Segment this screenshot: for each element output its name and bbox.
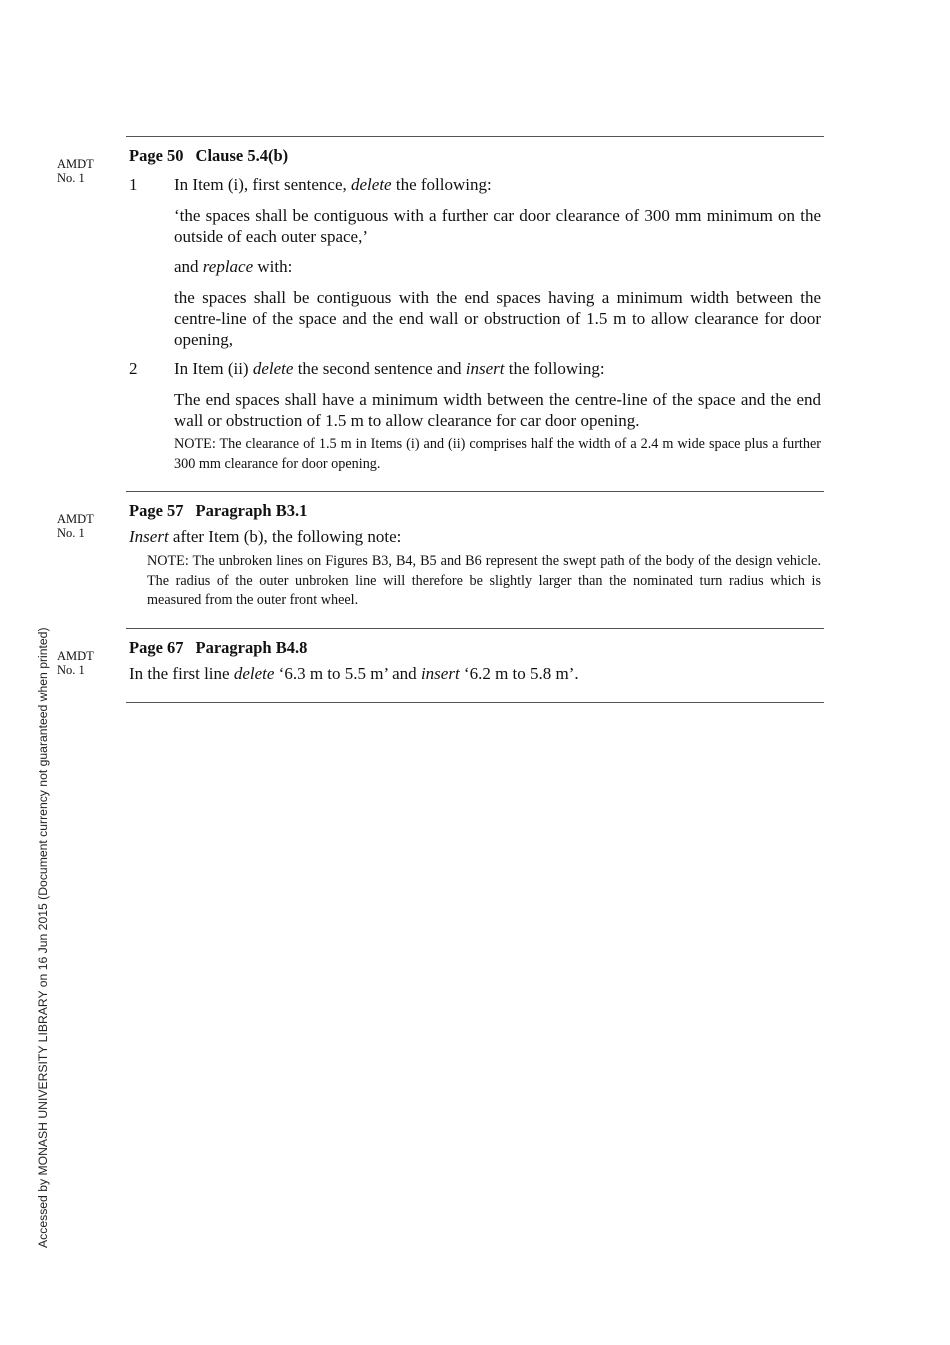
instruction-text: and xyxy=(174,257,203,276)
section-divider xyxy=(126,491,824,492)
amdt-label: AMDT xyxy=(57,157,94,171)
access-watermark: Accessed by MONASH UNIVERSITY LIBRARY on 16 Jun 2015 (Document currency not guaranteed when printed) xyxy=(36,627,50,1248)
quoted-text: ‘the spaces shall be contiguous with a further car door clearance of 300 mm minimum on the outside of each outer space,’ xyxy=(174,206,821,246)
instruction xyxy=(129,664,579,684)
instruction xyxy=(174,359,605,379)
instruction-text: In Item (i), first sentence, xyxy=(174,175,352,194)
instruction xyxy=(174,175,492,195)
instruction-text: the following: xyxy=(391,175,492,194)
instruction-verb: delete xyxy=(233,664,275,683)
paragraph-ref: Paragraph B4.8 xyxy=(195,638,308,657)
item-number: 2 xyxy=(129,359,138,378)
instruction-text: In Item (ii) xyxy=(174,359,253,378)
amendment-heading xyxy=(129,146,288,166)
section-divider xyxy=(126,136,824,137)
section-divider xyxy=(126,628,824,629)
note-text: NOTE: The clearance of 1.5 m in Items (i) and (ii) comprises half the width of a 2.4 m wide space plus a further 300 mm clearance for door opening. xyxy=(174,436,821,472)
instruction-verb: Insert xyxy=(129,527,169,546)
instruction-text: In the first line xyxy=(129,664,234,683)
instruction-text: ‘6.2 m to 5.8 m’. xyxy=(459,664,579,683)
note-text: NOTE: The unbroken lines on Figures B3, B4, B5 and B6 represent the swept path of the body of the design vehicle. The radius of the outer unbroken line will therefore be slightly larger than the nominated turn radius which is measured from the outer front wheel. xyxy=(147,553,821,608)
instruction-text: after Item (b), the following note: xyxy=(168,527,402,546)
amdt-marker xyxy=(57,157,94,185)
page-ref: Page 57 xyxy=(129,501,184,520)
instruction-text: ‘6.3 m to 5.5 m’ and xyxy=(274,664,421,683)
section-divider xyxy=(126,702,824,703)
amendment-heading xyxy=(129,501,307,521)
instruction-text: with: xyxy=(253,257,293,276)
paragraph-ref: Paragraph B3.1 xyxy=(195,501,308,520)
amdt-label: AMDT xyxy=(57,512,94,526)
clause-ref: Clause 5.4(b) xyxy=(195,146,289,165)
page-ref: Page 50 xyxy=(129,146,184,165)
instruction-verb: insert xyxy=(420,664,460,683)
page-ref: Page 67 xyxy=(129,638,184,657)
instruction-verb: delete xyxy=(252,359,294,378)
amdt-label: AMDT xyxy=(57,649,94,663)
instruction xyxy=(129,527,401,547)
replacement-text: the spaces shall be contiguous with the end spaces having a minimum width between the centre-line of the space and the end wall or obstruction of 1.5 m to allow clearance for door opening, xyxy=(174,288,821,349)
instruction-text: the second sentence and xyxy=(293,359,466,378)
amdt-number: No. 1 xyxy=(57,171,85,185)
amdt-marker xyxy=(57,512,94,540)
instruction-verb: replace xyxy=(202,257,254,276)
amdt-marker xyxy=(57,649,94,677)
instruction-verb: delete xyxy=(351,175,392,194)
instruction-text: the following: xyxy=(504,359,605,378)
amdt-number: No. 1 xyxy=(57,526,85,540)
instruction-verb: insert xyxy=(465,359,505,378)
inserted-text: The end spaces shall have a minimum width between the centre-line of the space and the end wall or obstruction of 1.5 m to allow clearance for car door opening. xyxy=(174,390,821,430)
item-number: 1 xyxy=(129,175,138,194)
instruction xyxy=(174,257,292,277)
amdt-number: No. 1 xyxy=(57,663,85,677)
amendment-heading xyxy=(129,638,307,658)
